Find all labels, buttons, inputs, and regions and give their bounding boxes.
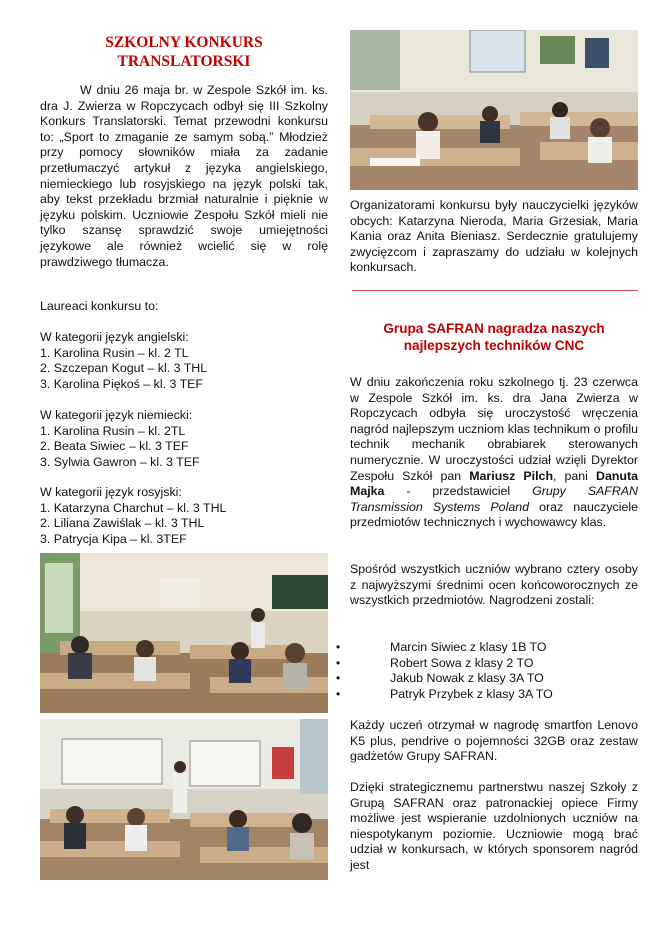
section-divider — [352, 290, 638, 291]
winner-item: • Robert Sowa z klasy 2 TO — [350, 656, 638, 672]
classroom-photo-1 — [40, 553, 328, 713]
article2-paragraph-1 — [350, 375, 638, 531]
category-german — [40, 408, 328, 470]
article1-intro: W dniu 26 maja br. w Zespole Szkół im. ks. dra J. Zwierza w Ropczycach odbył się III Szkolny Konkurs Translatorski. Temat przewodni konkursu to: „Sport to zmaganie ze samym sobą.” Młodzież przy pomocy słowników miała za zadanie przetłumaczyć artykuł z języka angielskiego, niemieckiego lub rosyjskiego na język polski tak, aby tekst przekładu brzmiał naturalnie i pięknie w języku polskim. Uczniowie Zespołu Szkół mieli nie tylko szansę sprawdzić swoje umiejętności językowe ale również wcielić się w rolę prawdziwego tłumacza. — [40, 83, 328, 269]
laureate-item: 3. Sylwia Gawron – kl. 3 TEF — [40, 454, 200, 469]
classroom-photo-3 — [350, 30, 638, 190]
laureate-item: 2. Szczepan Kogut – kl. 3 THL — [40, 361, 208, 376]
article2-title — [350, 320, 638, 354]
category-title: W kategorii język angielski: — [40, 330, 189, 344]
laureates-header: Laureaci konkursu to: — [40, 299, 159, 313]
laureate-item: 2. Beata Siwiec – kl. 3 TEF — [40, 439, 189, 454]
article2-title-line1: Grupa SAFRAN nagradza naszych — [383, 321, 605, 336]
laureate-item: 2. Liliana Zawiślak – kl. 3 THL — [40, 516, 205, 531]
category-english — [40, 330, 328, 392]
laureate-item: 3. Patrycja Kipa – kl. 3TEF — [40, 531, 187, 546]
text-run: , pani — [553, 468, 596, 483]
category-title: W kategorii język rosyjski: — [40, 485, 182, 499]
text-run: W dniu zakończenia roku szkolnego tj. 23 czerwca w Zespole Szkół im. ks. dra Jana Zwierza w Ropczycach odbyła się uroczystość wręczenia nagród najlepszym uczniom klas technikum o profilu technik mechanik obrabiarek sterowanych numerycznie. W uroczystości udział wzięli Dyrektor Zespołu Szkół pan — [350, 375, 638, 483]
laureate-item: 1. Katarzyna Charchut – kl. 3 THL — [40, 500, 227, 515]
winners-list — [350, 640, 638, 702]
article2-title-line2: najlepszych techników CNC — [403, 338, 585, 353]
text-run: - przedstawiciel — [384, 484, 533, 499]
category-title: W kategorii język niemiecki: — [40, 408, 193, 422]
winner-item: • Marcin Siwiec z klasy 1B TO — [350, 640, 638, 656]
person-name: Danuta Majka — [350, 468, 638, 499]
organizers-paragraph: Organizatorami konkursu były nauczycielki języków obcych: Katarzyna Nieroda, Maria Grzesiak, Maria Kania oraz Anita Bieniasz. Serdecznie gratulujemy zwycięzcom i zapraszamy do udziału w kolejnych konkursach. — [350, 198, 638, 275]
winner-item: • Jakub Nowak z klasy 3A TO — [350, 671, 638, 687]
laureate-item: 1. Karolina Rusin – kl. 2 TL — [40, 345, 189, 360]
winner-item: • Patryk Przybek z klasy 3A TO — [350, 687, 638, 703]
category-russian — [40, 485, 328, 547]
article1-title — [40, 33, 328, 71]
laureate-item: 1. Karolina Rusin – kl. 2TL — [40, 423, 186, 438]
text-run: oraz nauczyciele przedmiotów technicznych i wychowawcy klas. — [350, 499, 638, 530]
person-name: Mariusz Pilch — [469, 468, 554, 483]
company-name: Grupy SAFRAN Transmission Systems Poland — [350, 484, 638, 514]
article2-paragraph-2: Spośród wszystkich uczniów wybrano cztery osoby z najwyższymi średnimi ocen końcoworocznych ze wszystkich przedmiotów. Nagrodzeni zostali: — [350, 562, 638, 608]
article2-paragraph-3: Każdy uczeń otrzymał w nagrodę smartfon Lenovo K5 plus, pendrive o pojemności 32GB oraz zestaw gadżetów Grupy SAFRAN. — [350, 718, 638, 764]
article1-title-line1: SZKOLNY KONKURS — [105, 34, 263, 51]
classroom-photo-2 — [40, 719, 328, 880]
article2-paragraph-4: Dzięki strategicznemu partnerstwu naszej Szkoły z Grupą SAFRAN oraz patronackiej opiece Firmy możliwe jest wspieranie uzdolnionych uczniów na niespotykanym poziomie. Uczniowie mogą brać udział w konkursach, w których sponsorem nagród jest — [350, 780, 638, 872]
laureate-item: 3. Karolina Piękoś – kl. 3 TEF — [40, 376, 203, 391]
article1-title-line2: TRANSLATORSKI — [117, 53, 251, 70]
